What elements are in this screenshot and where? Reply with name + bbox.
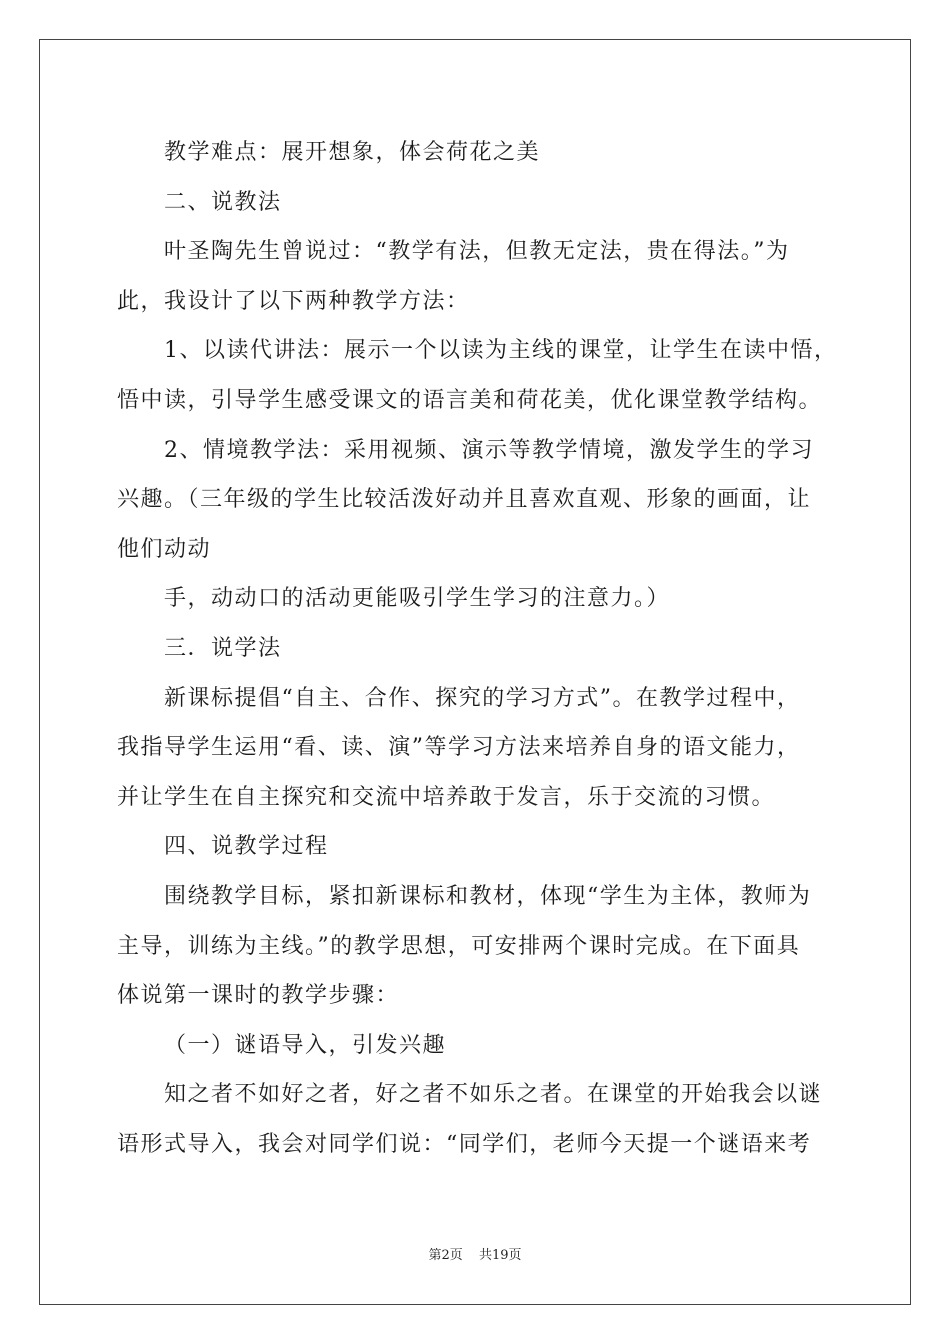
document-body bbox=[117, 128, 837, 1169]
text-line: 知之者不如好之者，好之者不如乐之者。在课堂的开始我会以谜 bbox=[164, 1082, 823, 1108]
total-pages: 共19页 bbox=[478, 1248, 522, 1263]
text-line: 语形式导入，我会对同学们说：“同学们，老师今天提一个谜语来考 bbox=[117, 1131, 812, 1157]
section-heading: 二、说教法 bbox=[164, 189, 282, 215]
page-footer bbox=[0, 1246, 950, 1266]
text-line: 教学难点：展开想象，体会荷花之美 bbox=[164, 140, 541, 165]
text-line: 新课标提倡“自主、合作、探究的学习方式”。在教学过程中， bbox=[164, 685, 801, 711]
text-line: 悟中读，引导学生感受课文的语言美和荷花美，优化课堂教学结构。 bbox=[117, 387, 823, 413]
text-line: 主导，训练为主线。”的教学思想，可安排两个课时完成。在下面具 bbox=[117, 933, 801, 959]
text-line: 并让学生在自主探究和交流中培养敢于发言，乐于交流的习惯。 bbox=[117, 784, 776, 810]
text-line: 兴趣。（三年级的学生比较活泼好动并且喜欢直观、形象的画面，让 bbox=[117, 487, 812, 513]
text-line: 1、以读代讲法：展示一个以读为主线的课堂，让学生在读中悟， bbox=[164, 338, 838, 364]
text-line: 我指导学生运用“看、读、演”等学习方法来培养自身的语文能力， bbox=[117, 735, 801, 761]
text-line: 2、情境教学法：采用视频、演示等教学情境，激发学生的学习 bbox=[164, 437, 814, 463]
text-line: 叶圣陶先生曾说过：“教学有法，但教无定法，贵在得法。”为 bbox=[164, 239, 790, 265]
section-heading: 四、说教学过程 bbox=[164, 834, 329, 860]
text-line: 此，我设计了以下两种教学方法： bbox=[117, 288, 470, 314]
text-line: 手，动动口的活动更能吸引学生学习的注意力。） bbox=[164, 586, 671, 612]
page-number: 第2页 bbox=[428, 1248, 463, 1263]
text-line: 围绕教学目标，紧扣新课标和教材，体现“学生为主体，教师为 bbox=[164, 883, 812, 909]
text-line: 体说第一课时的教学步骤： bbox=[117, 983, 400, 1009]
section-heading: 三．说学法 bbox=[164, 635, 282, 661]
text-line: 他们动动 bbox=[117, 536, 212, 562]
subsection-heading: （一）谜语导入，引发兴趣 bbox=[164, 1032, 447, 1058]
